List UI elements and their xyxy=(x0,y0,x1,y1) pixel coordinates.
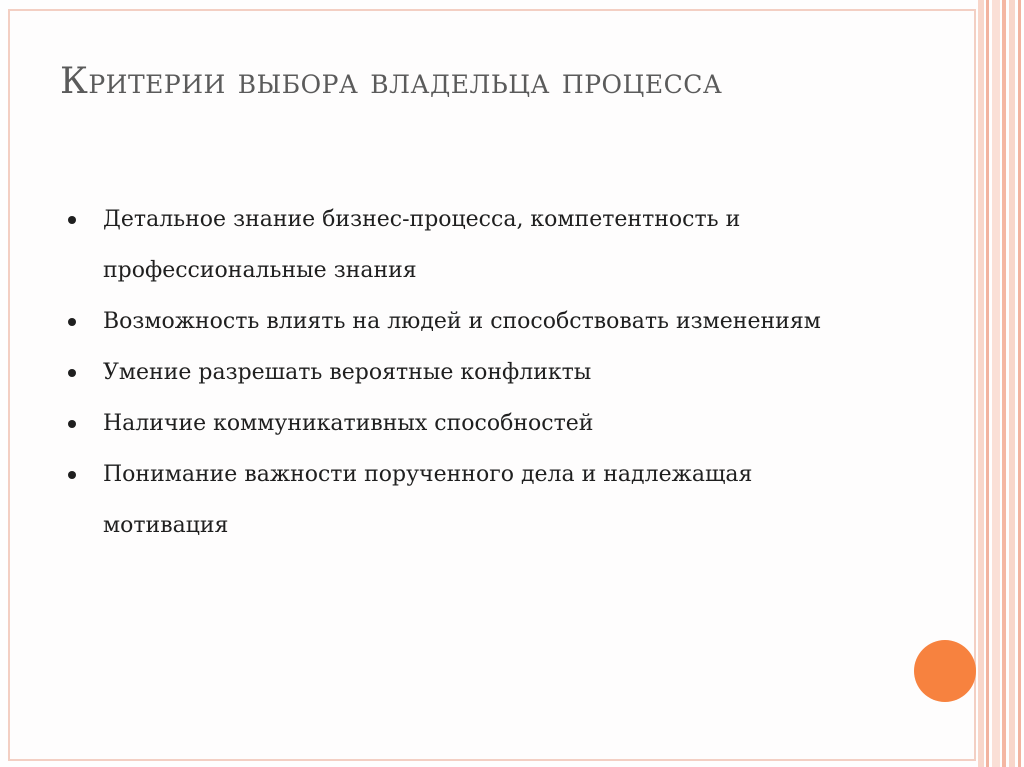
bullet-text: Наличие коммуникативных способностей xyxy=(103,411,594,436)
decorative-stripes xyxy=(978,0,1024,767)
bullet-dot-icon xyxy=(68,420,76,428)
stripe xyxy=(1002,0,1006,767)
bullet-item xyxy=(60,398,880,449)
bullet-dot-icon xyxy=(68,318,76,326)
bullet-text: Умение разрешать вероятные конфликты xyxy=(103,360,592,385)
stripe xyxy=(1009,0,1015,767)
bullet-item xyxy=(60,296,880,347)
stripe xyxy=(986,0,989,767)
slide-title: Критерии выбора владельца процесса xyxy=(60,61,723,102)
stripe xyxy=(992,0,1000,767)
bullet-item xyxy=(60,347,880,398)
bullet-dot-icon xyxy=(68,216,76,224)
bullet-text: Понимание важности порученного дела и надлежащая мотивация xyxy=(103,462,753,538)
bullet-dot-icon xyxy=(68,471,76,479)
orange-circle-icon xyxy=(914,640,976,702)
bullet-list xyxy=(60,194,880,551)
bullet-text: Возможность влиять на людей и способствовать изменениям xyxy=(103,309,821,334)
bullet-item xyxy=(60,449,880,551)
bullet-dot-icon xyxy=(68,369,76,377)
stripe xyxy=(1018,0,1021,767)
stripe xyxy=(978,0,984,767)
bullet-text: Детальное знание бизнес-процесса, компетентность и профессиональные знания xyxy=(103,207,741,283)
bullet-item xyxy=(60,194,880,296)
